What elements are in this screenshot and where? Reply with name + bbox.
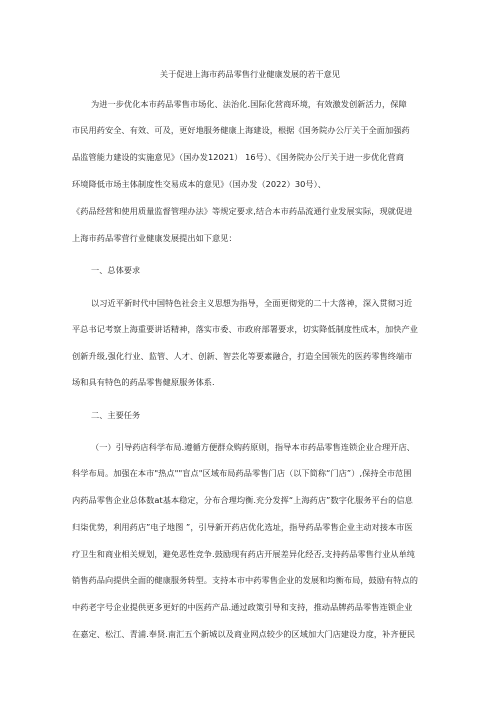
- document-title: 关于促进上海市药品零售行业健康发展的若干意见: [159, 69, 341, 79]
- intro-line-4: 环境降低市场主体制度性交易成本的意见》（国办发（2022）30号）、: [72, 179, 327, 189]
- intro-line-1: 为进一步优化本市药品零售市场化、法治化.国际化营商环境，有效激发创新活力，保障: [91, 99, 407, 109]
- section2-line-2: 科学布局。加强在本市"热点""盲点"区域布局药品零售门店（以下简称“门店”）,保持全市范围: [72, 468, 412, 478]
- section2-line-5: 疗卫生和商业相关规划，避免恶性竞争.鼓励现有药店开展差异化经否,支持药品零售行业从单纯: [72, 549, 416, 559]
- section2-line-7: 中药老字号企业提供更多更好的中医药产品.通过政策引导和支持，推动品牌药品零售连锁企业: [72, 602, 413, 612]
- intro-line-5: 《药品经营和使用质量监督管理办法》等规定要求,结合本市药品流通行业发展实际，现就促进: [72, 206, 413, 216]
- intro-line-6: 上海市药品零营行业健康发展提出如下意见：: [72, 233, 237, 243]
- section1-line-2: 平总书记考察上海重要讲话精神，落实市委、市政府部署要求，切实降低制度性成本，加快产业: [72, 324, 418, 334]
- section-heading-main-tasks: 二、主要任务: [91, 410, 141, 420]
- section2-line-1: （一）引导药店科学布局.遵循方便群众购药原则，指导本市药品零售连锁企业合理开店、: [91, 442, 415, 452]
- section1-line-1: 以习近平新时代中国特色社会主义思想为指导，全面更彻党的二十大落神，深入贯彻习近: [91, 298, 413, 308]
- section2-line-6: 销售药品向提供全面的健康服务转型。支持本市中药零售企业的发展和均衡布局，鼓励有特点的: [72, 575, 418, 585]
- section2-line-8: 在嘉定、松江、青浦.奉贤.南汇五个新城以及商业网点较少的区域加大门店建设力度，补齐便民: [72, 629, 416, 639]
- section2-line-4: 归柒优势，利用药店”电子地图 ”，引导新开药店优化选址，指导药品零售企业主动对接本市医: [72, 522, 413, 532]
- intro-line-3: 品监管能力建设的实施意见》（国办发12021） 16号）、《国务院办公厅关于进一步优化营商: [72, 152, 404, 162]
- section-heading-general-requirements: 一、总体要求: [91, 265, 141, 275]
- section1-line-4: 场和具有特色的药品零售健原服务体系.: [72, 377, 215, 387]
- intro-line-2: 市民用药安全、有效、可及，更好地服务健康上海建设，根据《国务院办公厅关于全面加强药: [72, 125, 410, 135]
- section2-line-3: 内药品零售企业总体数at基本稳定，分布合理均衡.充分发挥“上海药店”数字化服务平台的信息: [72, 495, 413, 505]
- section1-line-3: 创新升级,强化行业、监管、人才、创新、智芸化等要素融合，打造全国领先的医药零售终端市: [72, 351, 413, 361]
